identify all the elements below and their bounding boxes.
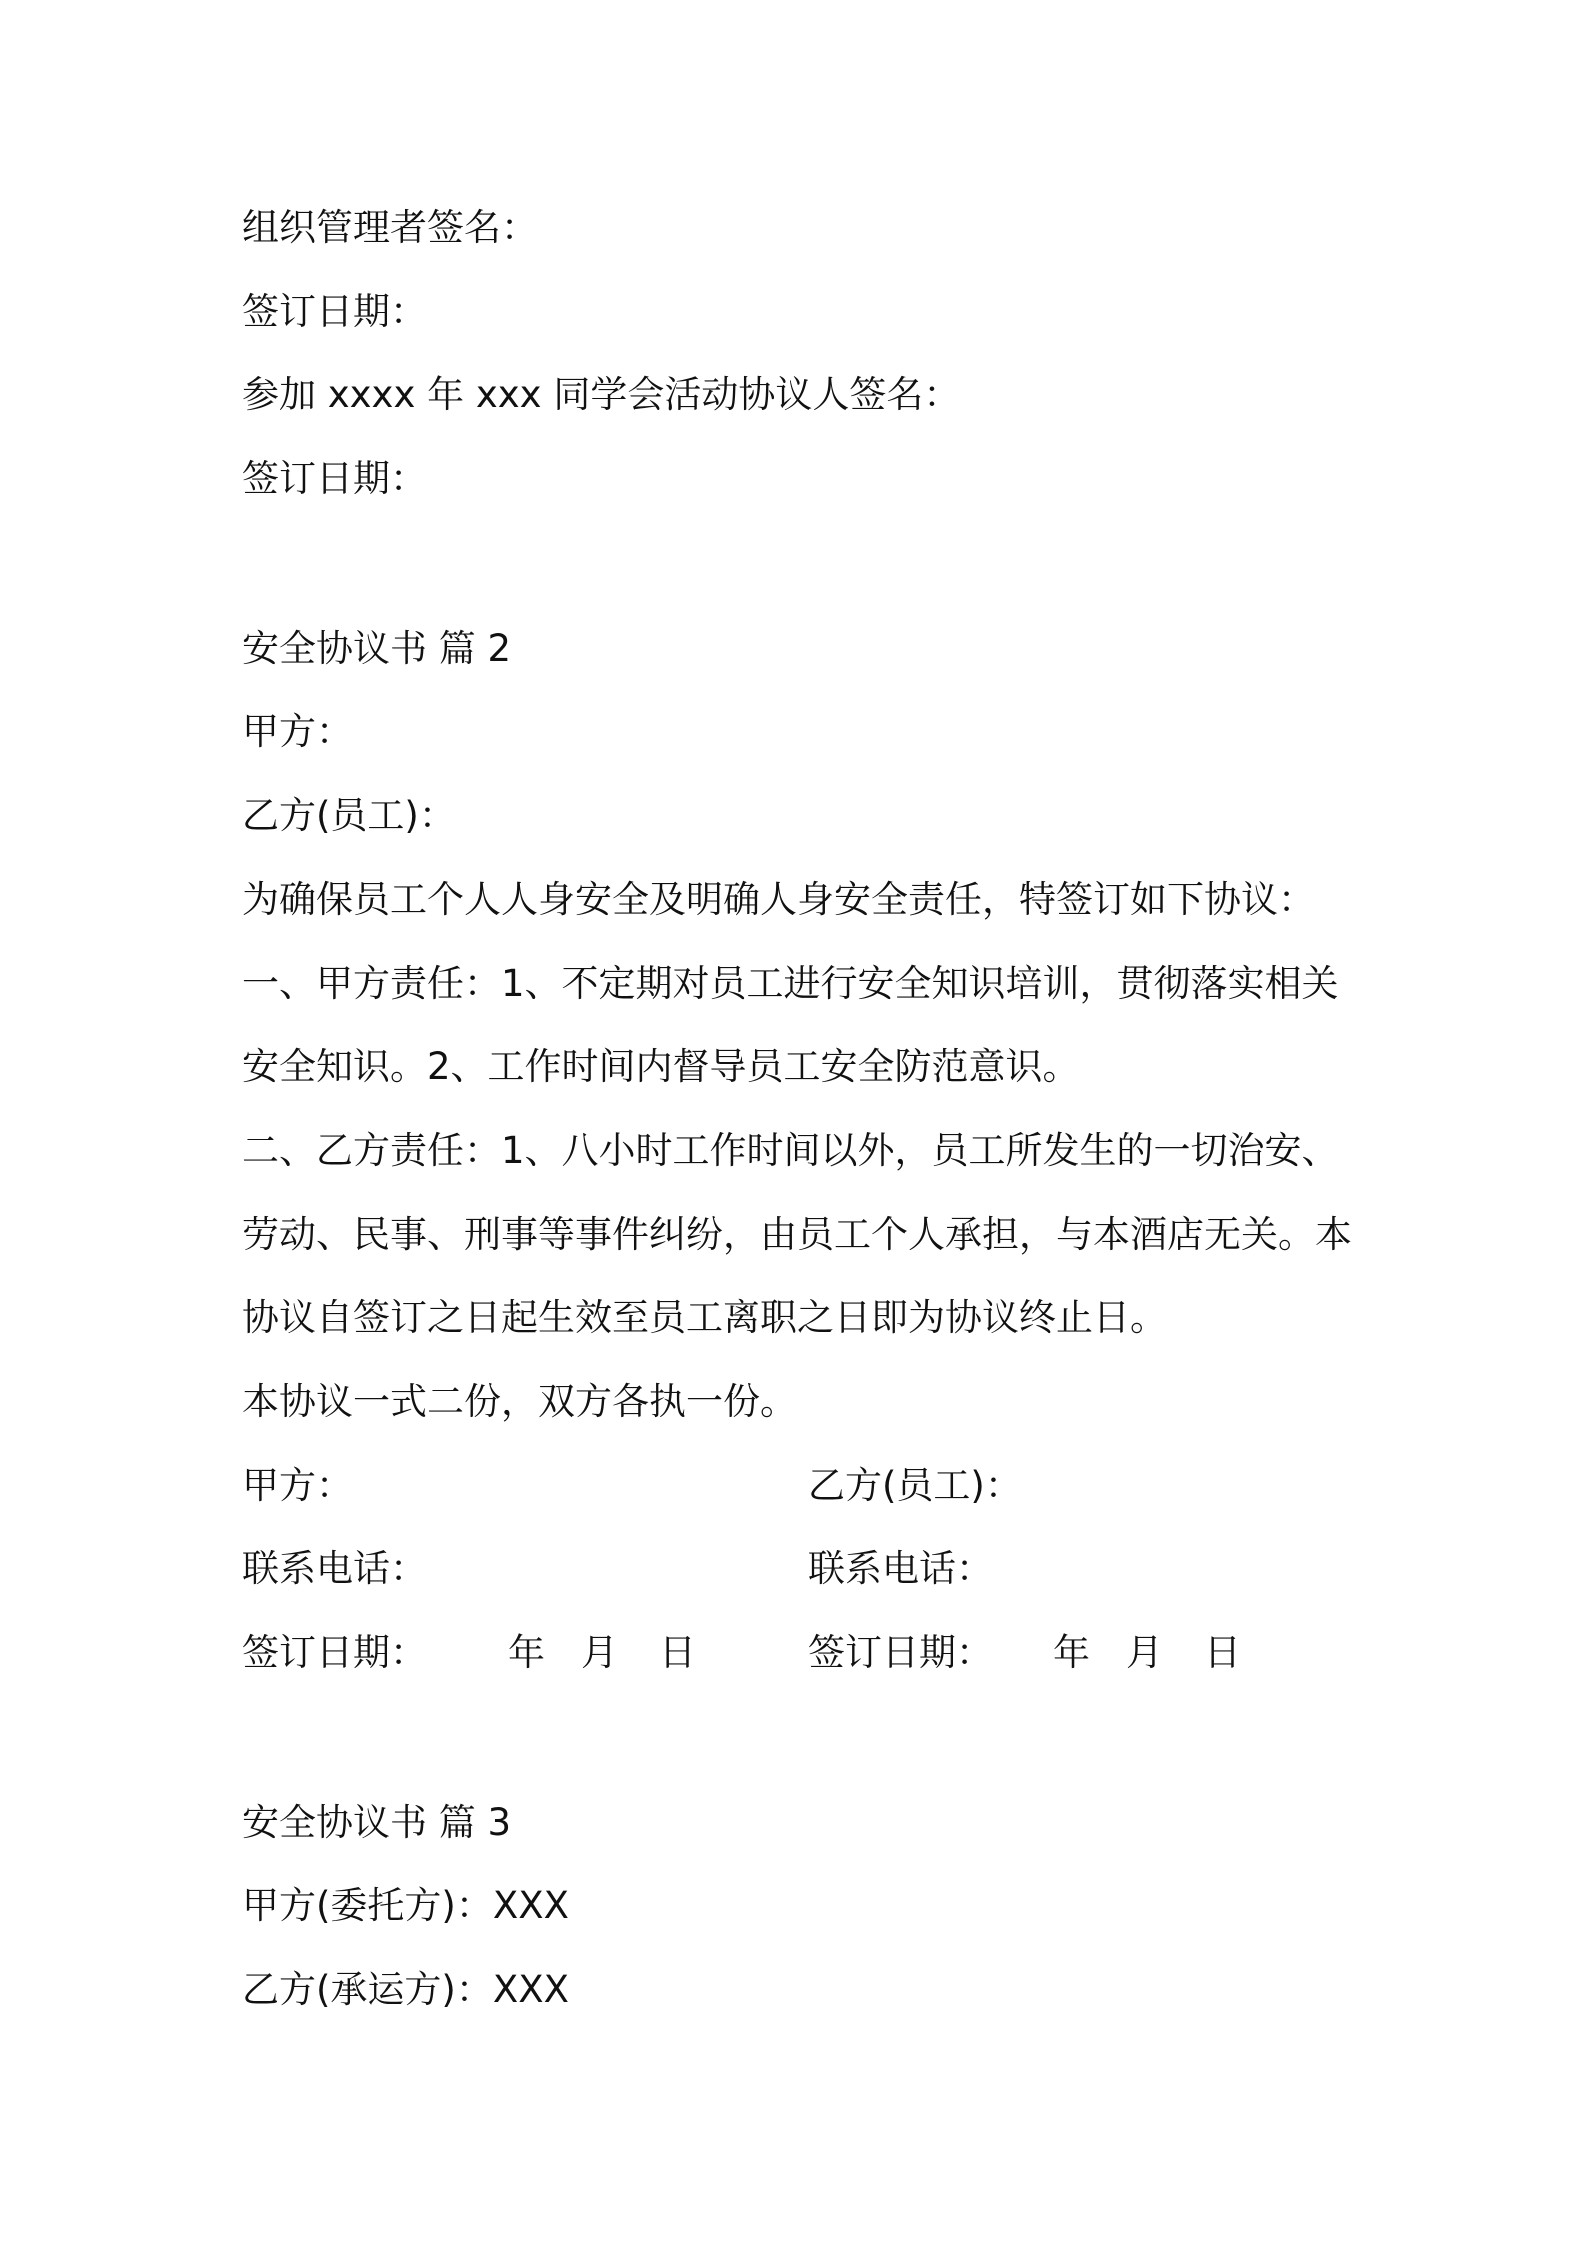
section-gap xyxy=(242,1695,1442,1781)
party-a-date-year: 年 xyxy=(508,1631,545,1674)
party-b-phone-label: 联系电话： xyxy=(808,1547,993,1591)
section-title: 安全协议书 篇 2 xyxy=(242,626,512,670)
sign-date-line: 签订日期： xyxy=(242,457,427,501)
closing-paragraph: 本协议一式二份，双方各执一份。 xyxy=(242,1379,797,1423)
party-b-date-label: 签订日期： xyxy=(808,1631,993,1674)
signature-date-row xyxy=(242,1611,1442,1695)
participant-signature-line: 参加 xxxx 年 xxx 同学会活动协议人签名： xyxy=(242,373,961,417)
section-title: 安全协议书 篇 3 xyxy=(242,1800,512,1844)
document-body xyxy=(242,186,1442,2032)
party-b-date-day: 日 xyxy=(1204,1631,1241,1674)
signature-party-row xyxy=(242,1444,1442,1528)
party-a-line: 甲方： xyxy=(242,710,353,754)
party-a-signature-label: 甲方： xyxy=(242,1463,353,1507)
party-a-phone-label: 联系电话： xyxy=(242,1547,427,1591)
party-b-date-year: 年 xyxy=(1053,1631,1090,1674)
party-a-date-day: 日 xyxy=(659,1631,696,1674)
intro-paragraph: 为确保员工个人人身安全及明确人身安全责任，特签订如下协议： xyxy=(242,877,1315,921)
clause-line: 协议自签订之日起生效至员工离职之日即为协议终止日。 xyxy=(242,1296,1167,1340)
party-b-signature-label: 乙方(员工)： xyxy=(808,1463,1022,1507)
party-b-line: 乙方(员工)： xyxy=(242,794,456,838)
clause-line: 一、甲方责任：1、不定期对员工进行安全知识培训，贯彻落实相关 xyxy=(242,961,1339,1005)
party-a-date-label: 签订日期： xyxy=(242,1631,427,1674)
clause-line: 二、乙方责任：1、八小时工作时间以外，员工所发生的一切治安、 xyxy=(242,1128,1339,1172)
organizer-signature-line: 组织管理者签名： xyxy=(242,206,538,249)
clause-line: 劳动、民事、刑事等事件纠纷，由员工个人承担，与本酒店无关。本 xyxy=(242,1212,1352,1256)
party-b-line: 乙方(承运方)：XXX xyxy=(242,1968,569,2012)
signature-phone-row xyxy=(242,1527,1442,1611)
party-b-date-month: 月 xyxy=(1126,1631,1163,1674)
party-a-line: 甲方(委托方)：XXX xyxy=(242,1884,569,1928)
clause-line: 安全知识。2、工作时间内督导员工安全防范意识。 xyxy=(242,1045,1080,1089)
section-gap xyxy=(242,521,1442,607)
sign-date-line: 签订日期： xyxy=(242,289,427,333)
party-a-date-month: 月 xyxy=(581,1631,618,1674)
